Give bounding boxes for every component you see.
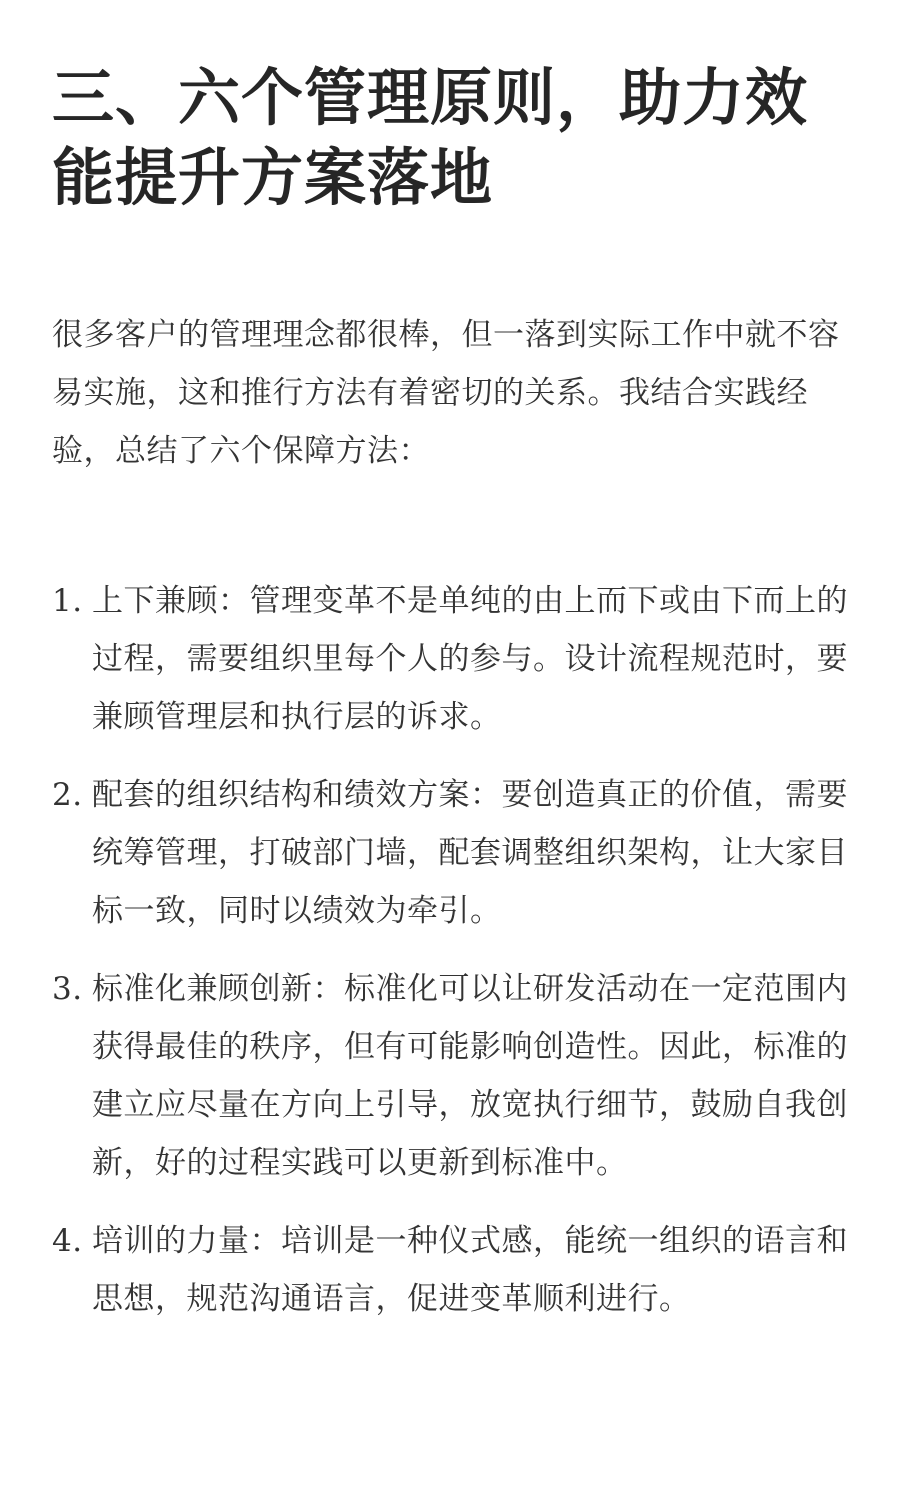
item-text: 配套的组织结构和绩效方案：要创造真正的价值，需要统筹管理，打破部门墙，配套调整组织架构，让大家目标一致，同时以绩效为牵引。	[92, 777, 848, 929]
item-text: 培训的力量：培训是一种仪式感，能统一组织的语言和思想，规范沟通语言，促进变革顺利进行。	[92, 1223, 848, 1317]
item-number: 2.	[52, 777, 83, 813]
item-text: 上下兼顾：管理变革不是单纯的由上而下或由下而上的过程，需要组织里每个人的参与。设计流程规范时，要兼顾管理层和执行层的诉求。	[92, 583, 848, 735]
article	[52, 58, 852, 1348]
item-number: 4.	[52, 1223, 83, 1259]
list-item	[52, 766, 852, 940]
item-number: 3.	[52, 971, 83, 1007]
intro-paragraph: 很多客户的管理理念都很棒，但一落到实际工作中就不容易实施，这和推行方法有着密切的关系。我结合实践经验，总结了六个保障方法：	[52, 317, 840, 469]
list-item	[52, 572, 852, 746]
principles-list	[52, 572, 852, 1328]
list-item	[52, 960, 852, 1192]
item-text: 标准化兼顾创新：标准化可以让研发活动在一定范围内获得最佳的秩序，但有可能影响创造性。因此，标准的建立应尽量在方向上引导，放宽执行细节，鼓励自我创新，好的过程实践可以更新到标准中。	[92, 971, 848, 1181]
section-title: 三、六个管理原则，助力效能提升方案落地	[52, 61, 809, 214]
list-item	[52, 1212, 852, 1328]
item-number: 1.	[52, 583, 83, 619]
